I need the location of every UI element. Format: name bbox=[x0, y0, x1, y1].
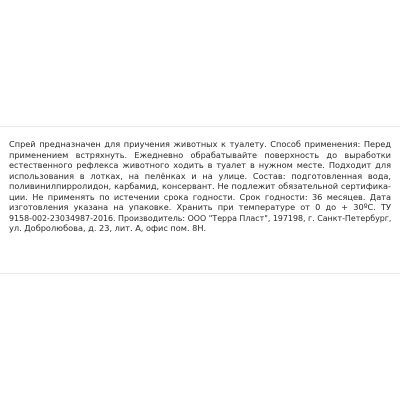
label-line: 9158-002-23034987-2016. Производитель: ООО "Терра Пласт", 197198, г. Санкт-Петербург, bbox=[9, 212, 392, 223]
label-line: использования в лотках, на пелёнках и на улице. Состав: подготовленная вода, bbox=[9, 170, 391, 181]
label-line: поливинилпирролидон, карбамид, консервант. Не подлежит обязательной сертифика- bbox=[9, 181, 391, 191]
label-line: ул. Добролюбова, д. 23, лит. А, офис пом. 8Н. bbox=[9, 223, 207, 233]
label-description bbox=[9, 139, 391, 234]
label-line: Спрей предназначен для приучения животных к туалету. Способ применения: Перед bbox=[9, 139, 391, 149]
label-line: естественного рефлекса животного ходить в туалет в нужном месте. Подходит для bbox=[9, 160, 391, 170]
label-line: ции. Не применять по истечении срока годности. Срок годности: 36 месяцев. Дата bbox=[9, 191, 391, 202]
product-label bbox=[0, 126, 400, 274]
label-line: изготовления указана на упаковке. Хранить при температуре от 0 до + 30ºС. ТУ bbox=[9, 202, 391, 212]
label-line: применением встряхнуть. Ежедневно обрабатывайте поверхность до выработки bbox=[9, 149, 391, 160]
